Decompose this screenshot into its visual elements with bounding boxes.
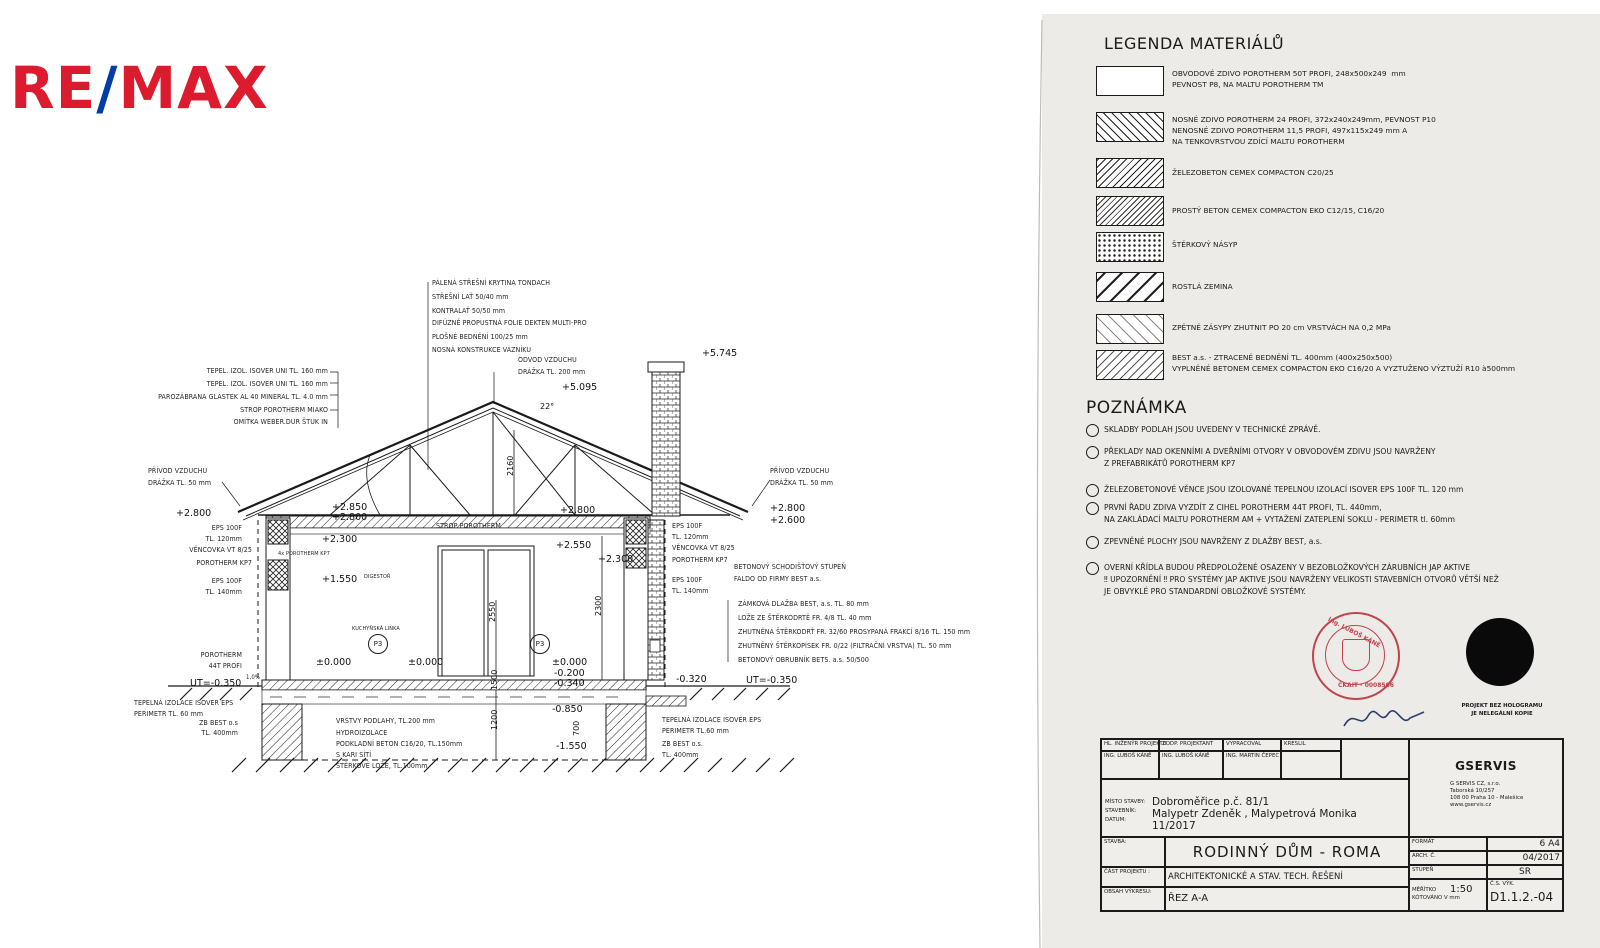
tb-blank (1281, 751, 1341, 779)
elev-foundation-bottom: -1.550 (556, 741, 587, 752)
paving-layer: ZÁMKOVÁ DLAŽBA BEST, a.s. TL. 80 mm (738, 600, 869, 608)
left-label: EPS 100F (211, 577, 242, 585)
left-label: 44T PROFI (208, 662, 242, 670)
air-inlet-left-groove: DRÁŽKA TL. 50 mm (148, 479, 212, 487)
legend-swatch-plain (1096, 66, 1164, 96)
tb-place-labels: MÍSTO STAVBY: STAVEBNÍK: DATUM: (1105, 799, 1146, 823)
tb-scale: 1:50 (1450, 884, 1473, 895)
ceiling-label: TEPEL. IZOL. ISOVER UNI TL. 160 mm (206, 367, 328, 375)
logo-max: MAX (118, 54, 269, 122)
note-text: ŽELEZOBETONOVÉ VĚNCE JSOU IZOLOVANÉ TEPELNOU IZOLACÍ ISOVER EPS 100F TL. 120 mm (1104, 485, 1464, 494)
roof-label: PLOŠNÉ BEDNĚNÍ 100/25 mm (432, 333, 528, 341)
logo-slash: / (96, 54, 119, 122)
dim-2550: 2550 (488, 601, 497, 622)
tb-scale-label: MĚŘÍTKO KÓTOVÁNO V mm (1412, 887, 1460, 901)
tb-owner: Malypetr Zdeněk , Malypetrová Monika (1152, 808, 1357, 820)
tb-name: ING. MARTIN ČEPEC (1223, 751, 1281, 779)
door (438, 546, 534, 676)
step-label: BETONOVÝ SCHODIŠŤOVÝ STUPEŇ (734, 563, 847, 571)
tb-place-value (1152, 796, 1402, 832)
left-label: TEPELNÁ IZOLACE ISOVER EPS (134, 699, 234, 707)
floor-layer: HYDROIZOLACE (336, 729, 388, 737)
legend-text: OBVODOVÉ ZDIVO POROTHERM 50T PROFI, 248x500x249 mm PEVNOST P8, NA MALTU POROTHERM TM (1172, 69, 1406, 89)
perimeter-label: TL. 400mm (662, 751, 699, 759)
dim-2160: 2160 (506, 455, 515, 476)
tb-name: ING. LUBOŠ KÁNĚ (1101, 751, 1159, 779)
right-label: EPS 100F (672, 522, 703, 530)
hologram-note: PROJEKT BEZ HOLOGRAMU JE NELEGÁLNÍ KOPIE (1461, 703, 1543, 717)
step-label-firm: FALDO OD FIRMY BEST a.s. (734, 575, 822, 583)
elev-foundation: -0.850 (552, 704, 583, 715)
left-label: TL. 140mm (205, 588, 242, 596)
coat-of-arms-icon (1342, 639, 1370, 671)
left-label: TL. 120mm (205, 535, 242, 543)
note-bullet-icon (1086, 446, 1099, 459)
legend-swatch-hatch (1096, 158, 1164, 188)
stamp-text-bottom: ČKAIT - 0008506 (1338, 682, 1394, 689)
elev-chimney: +5.745 (702, 348, 738, 359)
legend-text: PROSTÝ BETON CEMEX COMPACTON EKO C12/15, C16/20 (1172, 206, 1385, 215)
right-label: POROTHERM KP7 (672, 556, 728, 564)
perimeter-label: TEPELNÁ IZOLACE ISOVER EPS (662, 716, 762, 724)
perimeter-label: PERIMETR TL.60 mm (662, 727, 729, 735)
tb-sheet-cell (1487, 879, 1563, 911)
left-label: VĚNCOVKA VT 8/25 (189, 546, 252, 554)
right-label: EPS 100F (672, 576, 703, 584)
elev-ridge: +5.095 (562, 382, 598, 393)
dim-1500: 1500 (490, 669, 499, 690)
tb-arch: 04/2017 (1487, 851, 1563, 865)
dim-1200: 1200 (490, 709, 499, 730)
floor-layer: PODKLADNÍ BETON C16/20, TL.150mm (336, 740, 463, 748)
kitchen-text: KUCHYŇSKÁ LINKA (352, 626, 400, 632)
tb-label: STUPEŇ (1409, 865, 1487, 879)
tb-name: ING. LUBOŠ KÁNĚ (1159, 751, 1223, 779)
tb-part: ARCHITEKTONICKÉ A STAV. TECH. ŘEŠENÍ (1165, 867, 1409, 887)
tb-header: ZODP. PROJEKTANT (1159, 739, 1223, 751)
note-bullet-icon (1086, 536, 1099, 549)
note-text: OVERNÍ KŘÍDLA BUDOU PŘEDPOLOŽENÉ OSAZENY V BEZOBLOŽKOVÝCH ZÁRUBNÍCH JAP AKTIVE ‼ UPOZORNĚNÍ ‼ PRO SYSTÉMY JAP AKTIVE JSOU NAVRŽENY VELIKOSTI STAVEBNÍCH OTVORŮ VĚTŠÍ NEŽ JE OBVYKLÉ PRO STANDARDNÍ OBLOŽKOVÉ SYSTÉMY. (1104, 563, 1499, 596)
elev-step: -0.320 (676, 674, 707, 685)
elev-ut-left: UT=-0.350 (190, 678, 242, 689)
elev-right-eave: +2.800 (770, 503, 806, 514)
elev-left-2300: +2.300 (322, 534, 358, 545)
dim-700: 700 (572, 720, 581, 736)
tb-label: ČÁST PROJEKTU : (1101, 867, 1165, 887)
tb-scale-cell (1409, 879, 1487, 911)
legend-text: ZPĚTNÉ ZÁSYPY ZHUTNIT PO 20 cm VRSTVÁCH NA 0,2 MPa (1172, 323, 1391, 332)
tb-label: OBSAH VÝKRESU: (1101, 887, 1165, 911)
note-bullet-icon (1086, 424, 1099, 437)
chimney-lower (648, 520, 664, 680)
tb-header: HL. INŽENÝR PROJEKTU (1101, 739, 1159, 751)
air-inlet-right-groove: DRÁŽKA TL. 50 mm (770, 479, 834, 487)
tb-building: RODINNÝ DŮM - ROMA (1165, 837, 1409, 867)
ceiling-text: STROP POROTHERM (436, 522, 501, 530)
legend-swatch-soil (1096, 272, 1164, 302)
ceiling-label: TEPEL. IZOL. ISOVER UNI TL. 160 mm (206, 380, 328, 388)
tb-firm-address: G SERVIS CZ, s.r.o. Taborská 10/257 108 00 Praha 10 - Malešice www.gservis.cz (1450, 781, 1524, 808)
roof-label: NOSNÁ KONSTRUKCE VAZNÍKU (432, 346, 532, 354)
note-text: PŘEKLADY NAD OKENNÍMI A DVEŘNÍMI OTVORY V OBVODOVÉM ZDIVU JSOU NAVRŽENY Z PREFABRIKÁTŮ POROTHERM KP7 (1104, 447, 1436, 468)
floor-layer: ŠTĚRKOVÉ LOŽE, TL.100mm (336, 762, 428, 770)
note-bullet-icon (1086, 502, 1099, 515)
right-label: TL. 140mm (672, 587, 709, 595)
air-inlet-right: PŘÍVOD VZDUCHU (770, 467, 830, 475)
legend-swatch-hatch-fine (1096, 196, 1164, 226)
dimension-lines (496, 430, 602, 760)
tb-sheet-label: Č.S. VÝK. (1490, 881, 1515, 887)
elev-floor-3: -0.340 (554, 678, 585, 689)
dim-2300: 2300 (594, 595, 603, 616)
paving-layer: LOŽE ZE ŠTĚRKODRTĚ FR. 4/8 TL. 40 mm (738, 614, 872, 622)
note-text: PRVNÍ ŘADU ZDIVA VYZDÍT Z CIHEL POROTHERM 44T PROFI, TL. 440mm, NA ZAKLÁDACÍ MALTU POROTHERM AM + VYTAŽENÍ ZATEPLENÍ SOKLU - PERIMETR tl. 60mm (1104, 503, 1455, 524)
tb-header: KRESLIL (1281, 739, 1341, 751)
tb-location: Dobroměřice p.č. 81/1 (1152, 796, 1270, 808)
paving-layer: BETONOVÝ OBRUBNÍK BETS. a.s. 50/500 (738, 656, 870, 664)
tb-place (1101, 779, 1409, 837)
perimeter-label: ZB BEST o.s. (662, 740, 703, 748)
right-label: VĚNCOVKA VT 8/25 (672, 544, 735, 552)
ceiling-label: STROP POROTHERM MIAKO (240, 406, 328, 414)
tb-format: 6 A4 (1487, 837, 1563, 851)
elev-ceiling-a: +2.850 (332, 502, 368, 513)
roof-label: KONTRALAŤ 50/50 mm (432, 307, 506, 315)
air-outlet: ODVOD VZDUCHU (518, 356, 577, 364)
legend-text: ŽELEZOBETON CEMEX COMPACTON C20/25 (1172, 168, 1334, 177)
legend-swatch-cross (1096, 112, 1164, 142)
room-tag-p3: P3 (368, 634, 388, 654)
hood-text: DIGESTOŘ (364, 574, 391, 580)
tb-header: VYPRACOVAL (1223, 739, 1281, 751)
air-outlet-groove: DRÁŽKA TL. 200 mm (518, 368, 586, 376)
ceiling-label: PAROZÁBRANA GLASTEK AL 40 MINERAL TL. 4.0 mm (158, 393, 328, 401)
floor-layer: S KARI SÍTÍ (336, 751, 372, 759)
note-text: SKLADBY PODLAH JSOU UVEDENY V TECHNICKÉ ZPRÁVĚ. (1104, 425, 1321, 434)
tb-blank (1341, 739, 1409, 779)
slope-text: 1,0% (246, 674, 261, 681)
legend-swatch-gravel (1096, 232, 1164, 262)
gservis-logo: GSERVIS (1455, 759, 1517, 773)
legend-text: BEST a.s. - ZTRACENÉ BEDNĚNÍ TL. 400mm (400x250x500) VYPLNĚNÉ BETONEM CEMEX COMPACTON EKO C16/20 A VYZTUŽENO VÝZTUŽÍ R10 à500mm (1172, 353, 1516, 373)
elev-right-2300: +2.300 (598, 554, 634, 565)
tb-content: ŘEZ A-A (1165, 887, 1409, 911)
lintel-text: 4x POROTHERM KP7 (278, 551, 330, 557)
elev-floor-2: -0.200 (554, 668, 585, 679)
legend-text: ŠTĚRKOVÝ NÁSYP (1172, 240, 1238, 249)
paving-layer: ZHUTNĚNÁ ŠTĚRKODRŤ FR. 32/60 PROSYPANÁ FRAKCÍ 8/16 TL. 150 mm (738, 628, 971, 636)
title-block (1100, 738, 1564, 912)
tb-label: STAVBA: (1101, 837, 1165, 867)
left-label: POROTHERM (200, 651, 242, 659)
chimney (652, 372, 680, 516)
dim-roof-pitch: 22° (540, 402, 555, 411)
ceiling-label: OMÍTKA WEBER.DUR ŠTUK IN (233, 418, 328, 426)
elev-ceiling-c: +2.800 (560, 505, 596, 516)
roof-label: STŘEŠNÍ LAŤ 50/40 mm (432, 293, 509, 301)
tb-sheet-number: D1.1.2.-04 (1490, 890, 1554, 904)
foundations (262, 704, 646, 760)
note-bullet-icon (1086, 484, 1099, 497)
elev-floor-right: ±0.000 (552, 657, 588, 668)
hologram-dot (1466, 618, 1534, 686)
legend-text: NOSNÉ ZDIVO POROTHERM 24 PROFI, 372x240x249mm, PEVNOST P10 NENOSNÉ ZDIVO POROTHERM 11,5 PROFI, 497x115x249 mm A NA TENKOVRSTVOU ZDÍCÍ MALTU POROTHERM (1172, 115, 1436, 146)
stamp-text-top: Ing. LUBOŠ KÁNĚ (1326, 616, 1382, 650)
elev-right-eave2: +2.600 (770, 515, 806, 526)
legend-swatch-backfill (1096, 314, 1164, 344)
legend-title: LEGENDA MATERIÁLŮ (1104, 34, 1285, 53)
elev-ceiling-b: +2.800 (332, 512, 368, 523)
left-label: ZB BEST o.s (199, 719, 238, 727)
left-label: EPS 100F (211, 524, 242, 532)
left-label: POROTHERM KP7 (196, 559, 252, 567)
floor-slab (262, 680, 646, 690)
roof-label: DIFÚZNĚ PROPUSTNÁ FOLIE DEKTEN MULTI-PRO (432, 319, 587, 327)
elev-ut-right: UT=-0.350 (746, 675, 798, 686)
elev-floor-left: ±0.000 (316, 657, 352, 668)
tb-label: ARCH. Č. (1409, 851, 1487, 865)
roof-label: PÁLENÁ STŘEŠNÍ KRYTINA TONDACH (432, 279, 551, 287)
legend-swatch-formwork (1096, 350, 1164, 380)
elev-window-sill: +1.550 (322, 574, 358, 585)
signature (1340, 700, 1430, 736)
tb-stage: SR (1487, 865, 1563, 879)
floor-layer: VRSTVY PODLAHY, TL.200 mm (336, 717, 435, 725)
elev-window-top: +2.550 (556, 540, 592, 551)
elev-left-eave: +2.800 (176, 508, 212, 519)
tb-date: 11/2017 (1152, 820, 1196, 832)
left-label: TL. 400mm (201, 729, 238, 737)
right-label: TL. 120mm (672, 533, 709, 541)
note-text: ZPEVNĚNÉ PLOCHY JSOU NAVRŽENY Z DLAŽBY BEST, a.s. (1104, 537, 1323, 546)
room-tag-p3: P3 (530, 634, 550, 654)
tb-label: FORMÁT (1409, 837, 1487, 851)
paving-layer: ZHUTNĚNÝ ŠTĚRKOPÍSEK FR. 0/22 (FILTRAČNÍ VRSTVA) TL. 50 mm (738, 642, 952, 650)
elev-floor-mid: ±0.000 (408, 657, 444, 668)
logo-re: RE (10, 54, 97, 122)
engineer-stamp (1312, 612, 1400, 700)
tb-firm (1409, 739, 1563, 837)
air-inlet-left: PŘÍVOD VZDUCHU (148, 467, 208, 475)
note-bullet-icon (1086, 562, 1099, 575)
notes-title: POZNÁMKA (1086, 398, 1187, 418)
left-label: PERIMETR TL. 60 mm (134, 710, 204, 718)
legend-text: ROSTLÁ ZEMINA (1172, 282, 1233, 291)
